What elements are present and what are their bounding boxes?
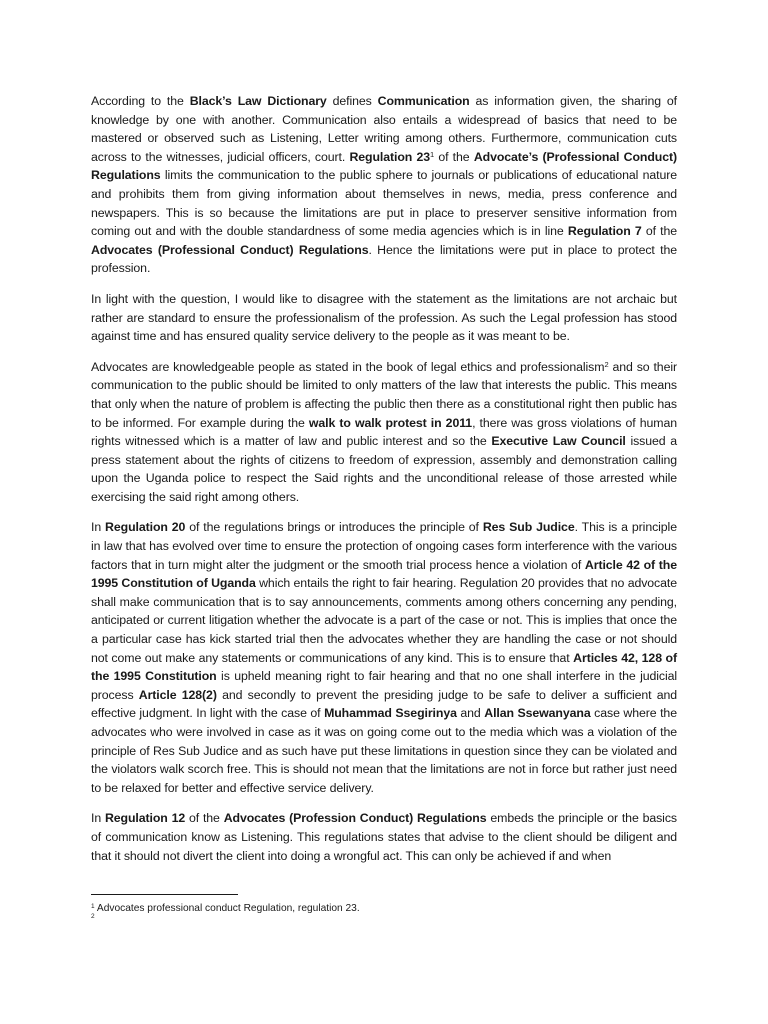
paragraph-4 [91, 518, 677, 797]
bold-term: Black’s Law Dictionary [189, 94, 327, 108]
bold-term: Advocate’s (Professional Conduct) Regulations [91, 149, 677, 183]
text-run: case where the advocates who were involved in case as it was on going come out to the media which was a violation of the principle of Res Sub Judice and as such have put these limitations in question since they can be violated and the violators walk scorch free. This is should not mean that the limitations are not in force but rather just need to be relaxed for better and effective service delivery. [91, 706, 677, 795]
bold-term: Advocates (Profession Conduct) Regulations [223, 811, 487, 826]
text-run: of the [641, 224, 677, 239]
footnote-1-text: Advocates professional conduct Regulation, regulation 23. [94, 903, 360, 914]
paragraph-3 [91, 358, 677, 507]
bold-term: Regulation 12 [104, 811, 186, 826]
text-run: . This is a principle in law that has evolved over time to ensure the protection of ongoing cases form interference with the various factors that in turn might alter the judgment or the smooth trial process hence a violation of [91, 520, 677, 572]
bold-term: Articles 42, 128 of the 1995 Constitution [91, 650, 677, 684]
footnote-separator [91, 894, 238, 895]
paragraph-5 [91, 809, 677, 865]
footnotes [91, 902, 677, 924]
bold-term: Res Sub Judice [482, 520, 575, 535]
footnote-1 [91, 902, 677, 916]
text-run: Advocates are knowledgeable people as stated in the book of legal ethics and professionalism [91, 359, 605, 374]
text-run: of the regulations brings or introduces the principle of [185, 520, 483, 535]
text-run: According to the [91, 94, 190, 108]
footnote-2 [91, 913, 677, 924]
text-run: is upheld meaning right to fair hearing and that no one shall interfere in the judicial process [91, 669, 678, 702]
paragraph-2 [91, 290, 677, 346]
footnote-1-marker: 1 [91, 903, 95, 910]
bold-term: walk to walk protest in 2011 [308, 415, 473, 430]
bold-term: Muhammad Ssegirinya [324, 706, 457, 721]
text-run: In [91, 520, 106, 535]
paragraph-1 [91, 92, 677, 278]
bold-term: Executive Law Council [491, 434, 626, 449]
text-run: defines [326, 94, 378, 108]
document-body [91, 92, 677, 877]
text-run: and [456, 706, 485, 721]
text-run: as information given, the sharing of knowledge by one with another. Communication also entails a widespread of basics that need to be mastered or observed such as Listening, Letter writing among others. Furthermore, communication cuts across to the witnesses, judicial officers, court. [91, 94, 677, 164]
footnote-2-marker: 2 [91, 913, 95, 920]
text-run: . Hence the limitations were put in place to protect the profession. [91, 242, 677, 276]
bold-term: Article 128(2) [138, 687, 217, 702]
bold-term: Regulation 20 [105, 520, 186, 535]
text-run: and secondly to prevent the presiding judge to be safe to deliver a sufficient and effective judgment. In light with the case of [91, 687, 677, 721]
bold-term: Article 42 of the 1995 Constitution of Uganda [91, 557, 677, 591]
text-run: of the [434, 149, 474, 164]
bold-term: Communication [377, 94, 470, 108]
text-run: issued a press statement about the rights of citizens to freedom of expression, assembly and demonstration calling upon the Uganda police to respect the Said rights and the unconditional release of those arrested while exercising the said right among others. [91, 434, 677, 504]
bold-term: Advocates (Professional Conduct) Regulations [91, 242, 369, 257]
bold-term: Regulation 23 [349, 149, 430, 164]
text-run: , there was gross violations of human rights witnessed which is a matter of law and public interest and so the [91, 415, 677, 449]
footnote-ref: 2 [604, 359, 609, 369]
bold-term: Allan Ssewanyana [484, 706, 591, 721]
text-run: and so their communication to the public should be limited to only matters of the law that interests the public. This means that only when the nature of problem is affecting the public then there as a constitutional right then public has to be informed. For example during the [91, 359, 677, 430]
text-run: of the [185, 811, 224, 826]
bold-term: Regulation 7 [567, 224, 642, 239]
text-run: limits the communication to the public sphere to journals or publications of educational nature and prohibits them from giving information about themselves in news, media, press conference and newspapers. This is so because the limitations are put in place to preserver sensitive information from coming out and with the double standardness of some media agencies which is in line [91, 168, 677, 239]
text-run: In [91, 811, 105, 826]
text-run: embeds the principle or the basics of communication know as Listening. This regulations states that advise to the client should be diligent and that it should not divert the client into doing a wrongful act. This can only be achieved if and when [91, 811, 677, 863]
text-run: which entails the right to fair hearing. Regulation 20 provides that no advocate shall make communication that is to say announcements, comments among others concerning any pending, anticipated or current litigation whether the advocate is a part of the case or not. This is implies that once the a particular case has kick started trial then the advocates whether they are handling the case or not should not come out make any statements or communications of any kind. This is to ensure that [91, 576, 677, 665]
text-run: In light with the question, I would like to disagree with the statement as the limitations are not archaic but rather are standard to ensure the professionalism of the profession. As such the Legal profession has stood against time and has ensured quality service delivery to the people as it was meant to be. [91, 291, 677, 344]
footnote-ref: 1 [430, 149, 435, 159]
